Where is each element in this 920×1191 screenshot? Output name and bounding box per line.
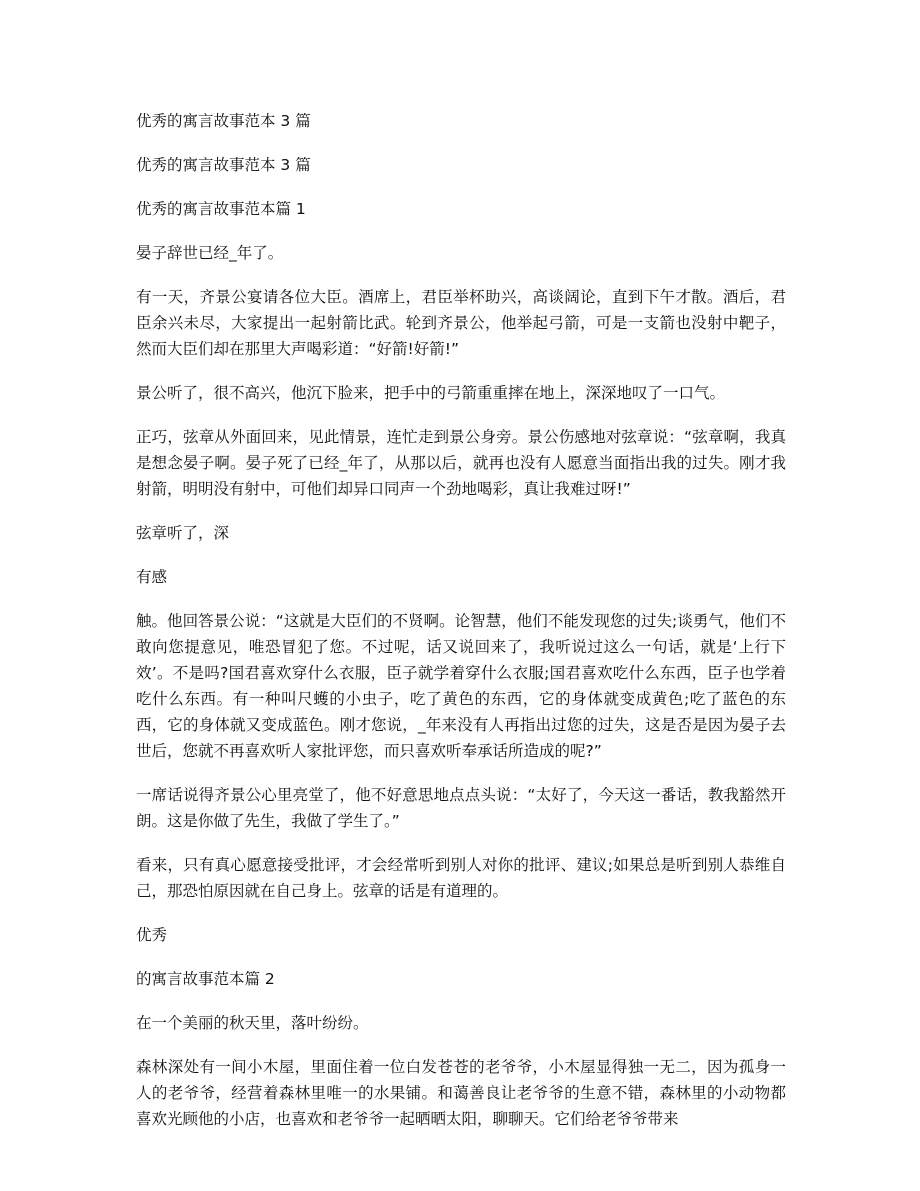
document-body [136, 108, 786, 1150]
section-heading-1: 优秀的寓言故事范本篇 1 [136, 200, 306, 218]
paragraph-6: 有感 [136, 568, 168, 586]
paragraph-1: 晏子辞世已经_年了。 [136, 244, 284, 262]
paragraph-2: 有一天，齐景公宴请各位大臣。酒席上，君臣举杯助兴，高谈阔论，直到下午才散。酒后，君臣余兴未尽，大家提出一起射箭比武。轮到齐景公，他举起弓箭，可是一支箭也没射中靶子，然而大臣们却在那里大声喝彩道：“好箭!好箭!” [136, 288, 786, 358]
section-heading-2: 的寓言故事范本篇 2 [136, 970, 275, 988]
paragraph-12: 森林深处有一间小木屋，里面住着一位白发苍苍的老爷爷，小木屋显得独一无二，因为孤身一人的老爷爷，经营着森林里唯一的水果铺。和蔼善良让老爷爷的生意不错，森林里的小动物都喜欢光顾他的小店，也喜欢和老爷爷一起晒晒太阳，聊聊天。它们给老爷爷带来 [136, 1058, 786, 1128]
paragraph-8: 一席话说得齐景公心里亮堂了，他不好意思地点点头说：“太好了，今天这一番话，教我豁然开朗。这是你做了先生，我做了学生了。” [136, 786, 786, 830]
paragraph-3: 景公听了，很不高兴，他沉下脸来，把手中的弓箭重重摔在地上，深深地叹了一口气。 [136, 384, 726, 402]
paragraph-9: 看来，只有真心愿意接受批评，才会经常听到别人对你的批评、建议;如果总是听到别人恭维自己，那恐怕原因就在自己身上。弦章的话是有道理的。 [136, 856, 786, 900]
paragraph-11: 在一个美丽的秋天里，落叶纷纷。 [136, 1014, 369, 1032]
document-title-repeat: 优秀的寓言故事范本 3 篇 [136, 156, 311, 174]
document-title: 优秀的寓言故事范本 3 篇 [136, 112, 311, 130]
paragraph-4: 正巧，弦章从外面回来，见此情景，连忙走到景公身旁。景公伤感地对弦章说：“弦章啊，我真是想念晏子啊。晏子死了已经_年了，从那以后，就再也没有人愿意当面指出我的过失。刚才我射箭，明明没有射中，可他们却异口同声一个劲地喝彩，真让我难过呀!” [136, 428, 786, 498]
paragraph-7: 触。他回答景公说：“这就是大臣们的不贤啊。论智慧，他们不能发现您的过失;谈勇气，他们不敢向您提意见，唯恐冒犯了您。不过呢，话又说回来了，我听说过这么一句话，就是‘上行下效’。不是吗?国君喜欢穿什么衣服，臣子就学着穿什么衣服;国君喜欢吃什么东西，臣子也学着吃什么东西。有一种叫尺蠖的小虫子，吃了黄色的东西，它的身体就变成黄色;吃了蓝色的东西，它的身体就又变成蓝色。刚才您说，_年来没有人再指出过您的过失，这是否是因为晏子去世后，您就不再喜欢听人家批评您，而只喜欢听奉承话所造成的呢?” [136, 612, 786, 760]
paragraph-10: 优秀 [136, 926, 168, 944]
paragraph-5: 弦章听了，深 [136, 524, 230, 542]
